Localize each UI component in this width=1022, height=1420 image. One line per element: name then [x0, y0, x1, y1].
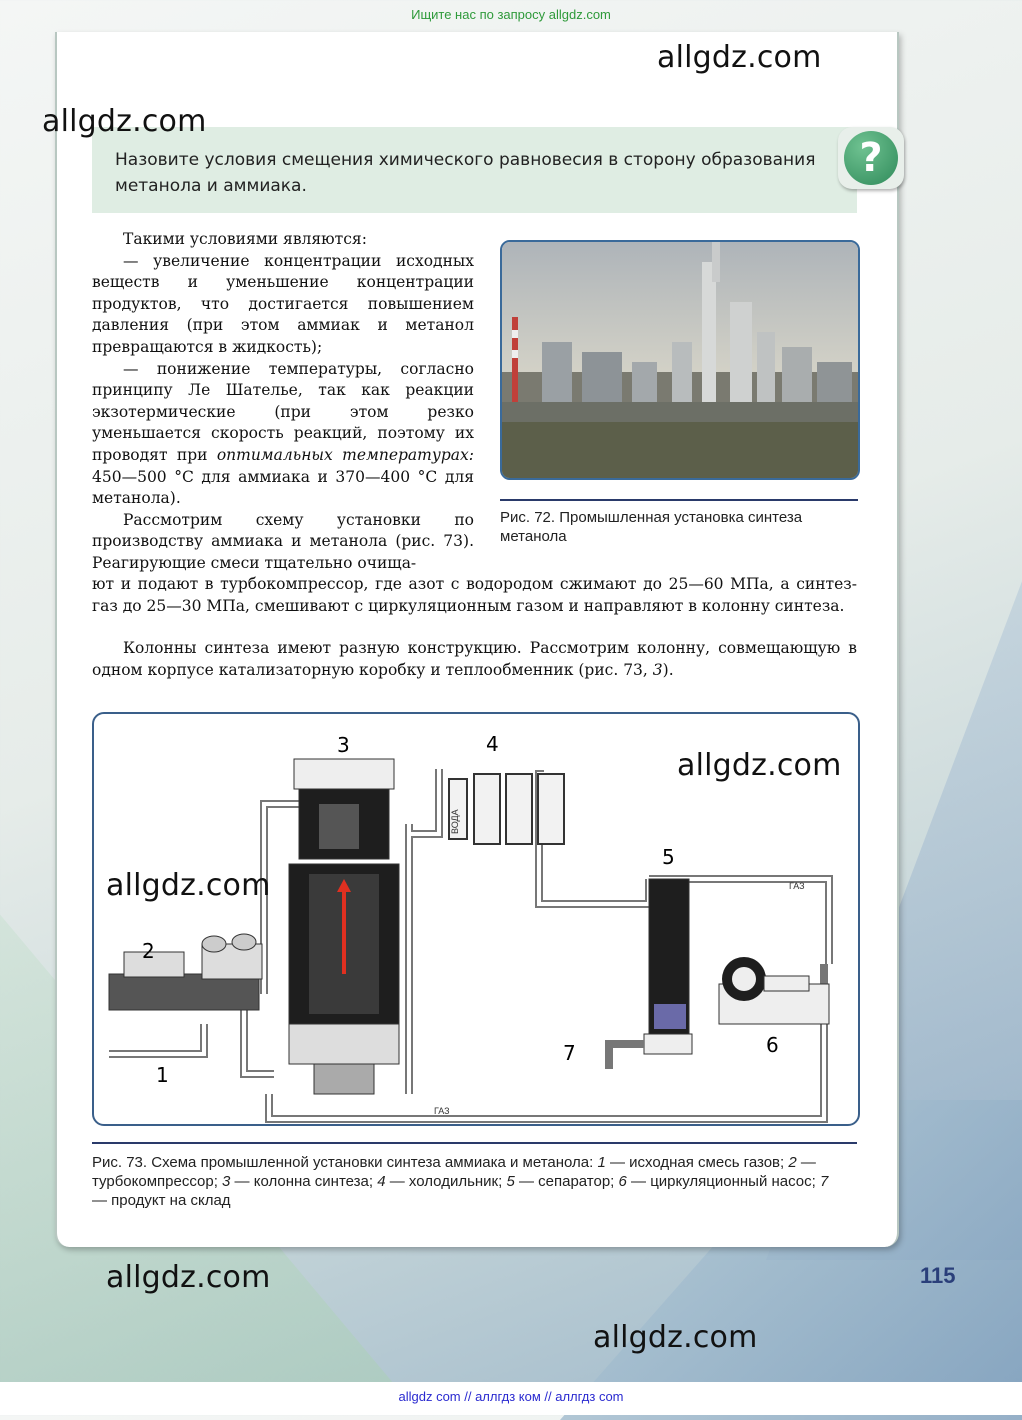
figure-73-caption: Рис. 73. Схема промышленной установки синтеза аммиака и метанола: 1 — исходная смесь газов; 2 — турбокомпрессор; 3 — колонна синтеза; 4 — холодильник; 5 — сепаратор; 6 — циркуляционный насос; 7 — продукт на склад [92, 1154, 829, 1209]
factory-photo [500, 240, 860, 480]
diagram-label-6: 6 [766, 1033, 779, 1057]
question-line-1: Назовите условия смещения химического равновесия в сторону образования [115, 150, 816, 170]
footer-links[interactable]: allgdz com // аллгдз ком // аллгдз com [0, 1382, 1022, 1415]
diagram-label-5: 5 [662, 845, 675, 869]
text-column [92, 229, 474, 575]
question-icon: ? [838, 127, 904, 189]
gas-label: ГАЗ [434, 1106, 450, 1116]
circulation-pump [719, 957, 829, 1024]
watermark: allgdz.com [677, 748, 842, 783]
caption-rule [92, 1142, 857, 1144]
watermark: allgdz.com [657, 40, 822, 75]
figure-72-caption: Рис. 72. Промышленная установка синтеза метанола [500, 509, 803, 545]
page-number: 115 [920, 1263, 956, 1288]
reference-number: 3 [652, 660, 663, 679]
paragraph: Такими условиями являются: [123, 230, 367, 248]
question-line-2: метанола и аммиака. [115, 176, 307, 196]
paragraph: — увеличение концентрации исходных веществ и уменьшение концентрации продуктов, что достигается повышением давления (при этом аммиак и метанол превращаются в жидкость); [92, 251, 474, 356]
watermark: allgdz.com [593, 1320, 758, 1355]
top-search-link[interactable]: Ищите нас по запросу allgdz.com [411, 7, 611, 22]
caption-rule [500, 499, 858, 501]
diagram-label-1: 1 [156, 1063, 169, 1087]
paragraph: — понижение температуры, согласно принципу Ле Шателье, так как реакции экзотермические (при этом резко уменьшается скорость реакций, поэтому их проводят при оптимальных температурах: 450—500 °С для аммиака и 370—400 °С для метанола). [92, 359, 474, 508]
watermark: allgdz.com [106, 868, 271, 903]
emphasis-text: оптимальных температурах: [216, 445, 474, 464]
diagram-label-2: 2 [142, 939, 155, 963]
compressor-unit [109, 934, 262, 1010]
paragraph: Колонны синтеза имеют разную конструкцию. Рассмотрим колонну, совмещающую в одном корпусе катализаторную коробку и теплообменник (рис. 73, 3). [92, 639, 857, 679]
paragraph: ют и подают в турбокомпрессор, где азот с водородом сжимают до 25—60 МПа, а синтез-газ до 25—30 МПа, смешивают с циркуляционным газом и направляют в колонну синтеза. [92, 575, 857, 615]
paragraph: Рассмотрим схему установки по производству аммиака и метанола (рис. 73). Реагирующие смеси тщательно очища- [92, 510, 474, 572]
gas-label: ГАЗ [789, 881, 805, 891]
question-text [115, 147, 835, 199]
diagram-label-4: 4 [486, 732, 499, 756]
water-label: ВОДА [450, 809, 460, 834]
watermark: allgdz.com [106, 1260, 271, 1295]
diagram-label-7: 7 [563, 1041, 576, 1065]
synthesis-column [289, 759, 399, 1094]
watermark: allgdz.com [42, 104, 207, 139]
diagram-label-3: 3 [337, 733, 350, 757]
cooler-unit [449, 774, 564, 844]
